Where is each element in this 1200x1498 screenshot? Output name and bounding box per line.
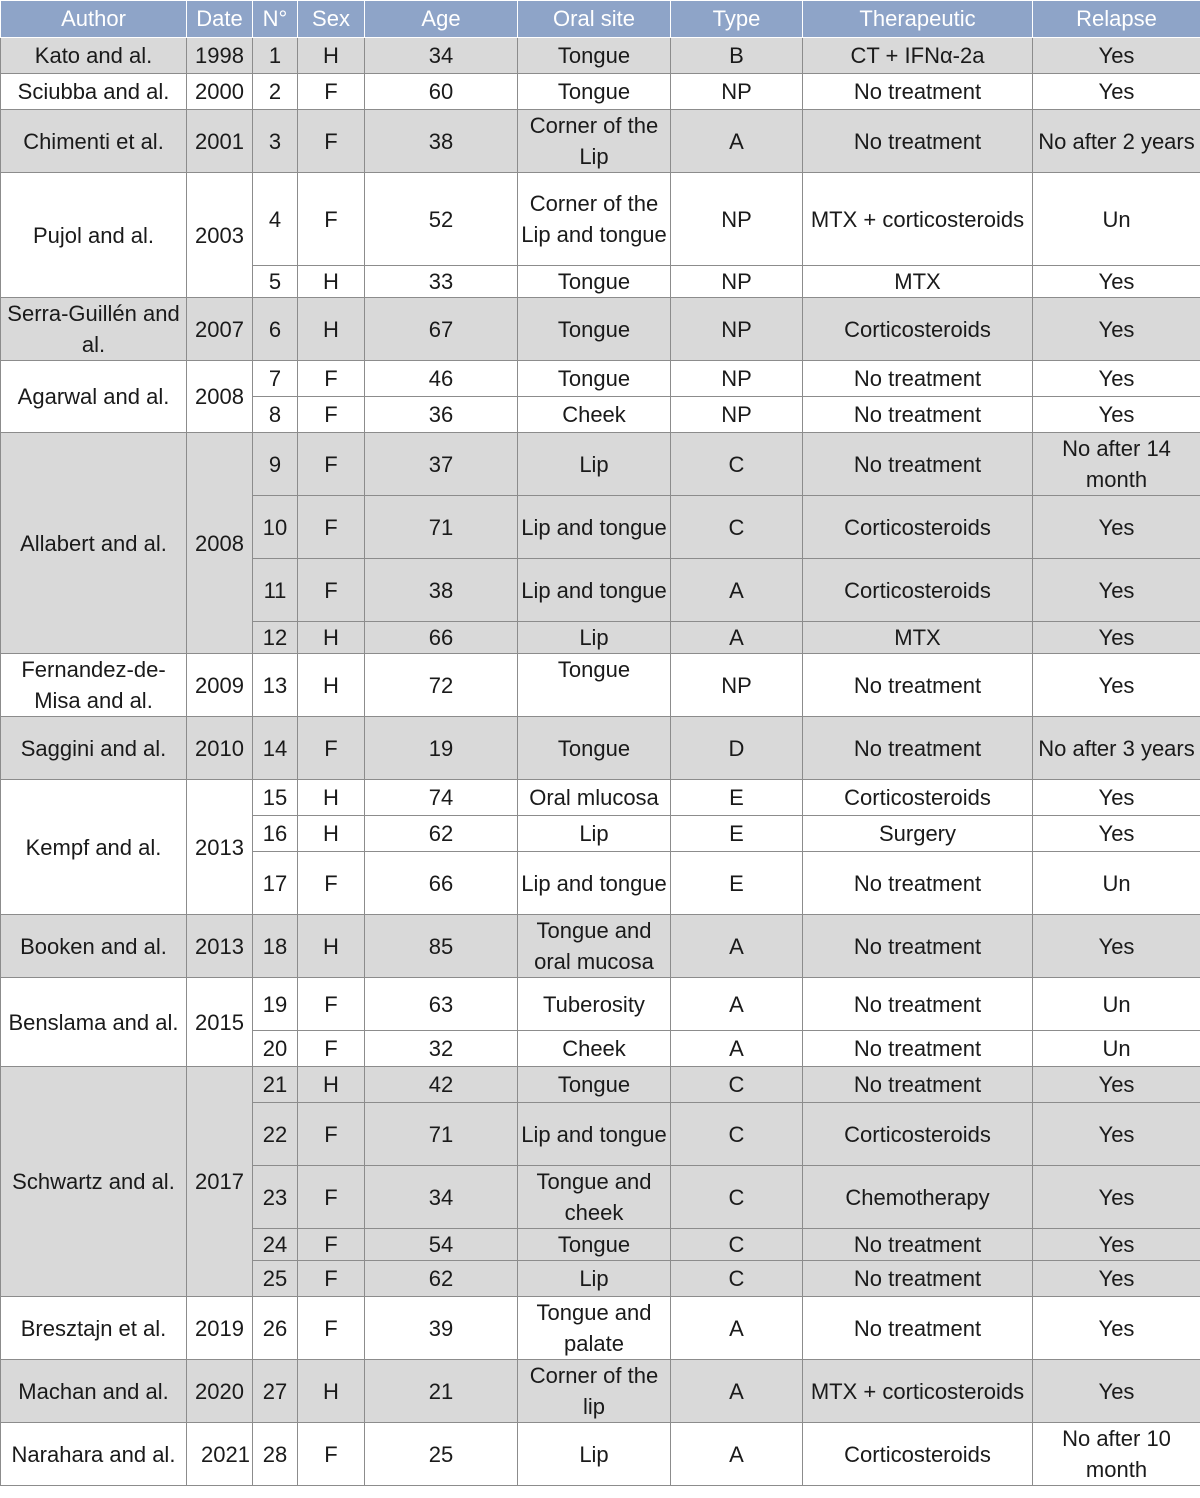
type-cell: C bbox=[671, 1067, 803, 1103]
age-cell: 19 bbox=[365, 717, 518, 780]
number-cell: 10 bbox=[253, 496, 298, 559]
type-cell: C bbox=[671, 1166, 803, 1229]
age-cell: 66 bbox=[365, 622, 518, 654]
author-cell: Chimenti et al. bbox=[1, 110, 187, 173]
therapeutic-cell: MTX bbox=[803, 266, 1033, 298]
author-cell: Agarwal and al. bbox=[1, 361, 187, 433]
relapse-cell: Un bbox=[1033, 852, 1200, 915]
age-cell: 36 bbox=[365, 397, 518, 433]
number-cell: 8 bbox=[253, 397, 298, 433]
type-cell: NP bbox=[671, 298, 803, 361]
age-cell: 67 bbox=[365, 298, 518, 361]
date-cell: 2000 bbox=[187, 74, 253, 110]
oral-site-cell: Lip bbox=[518, 433, 671, 496]
author-cell: Saggini and al. bbox=[1, 717, 187, 780]
relapse-cell: Yes bbox=[1033, 1103, 1200, 1166]
header-row bbox=[1, 1, 1200, 38]
author-cell: Schwartz and al. bbox=[1, 1067, 187, 1297]
table-row bbox=[1, 433, 1200, 496]
table-row bbox=[1, 361, 1200, 397]
type-cell: D bbox=[671, 717, 803, 780]
number-cell: 16 bbox=[253, 816, 298, 852]
number-cell: 20 bbox=[253, 1031, 298, 1067]
age-cell: 62 bbox=[365, 1261, 518, 1297]
oral-site-cell: Tongue bbox=[518, 266, 671, 298]
sex-cell: F bbox=[298, 852, 365, 915]
number-cell: 3 bbox=[253, 110, 298, 173]
number-cell: 18 bbox=[253, 915, 298, 978]
relapse-cell: No after 10 month bbox=[1033, 1423, 1200, 1486]
header-sex: Sex bbox=[298, 1, 365, 38]
date-cell: 2003 bbox=[187, 173, 253, 298]
author-cell: Bresztajn et al. bbox=[1, 1297, 187, 1360]
age-cell: 37 bbox=[365, 433, 518, 496]
sex-cell: F bbox=[298, 1031, 365, 1067]
table-row bbox=[1, 110, 1200, 173]
sex-cell: H bbox=[298, 780, 365, 816]
table-row bbox=[1, 1360, 1200, 1423]
relapse-cell: Yes bbox=[1033, 559, 1200, 622]
number-cell: 9 bbox=[253, 433, 298, 496]
table-row bbox=[1, 1423, 1200, 1486]
relapse-cell: Yes bbox=[1033, 1297, 1200, 1360]
table-row bbox=[1, 1297, 1200, 1360]
number-cell: 13 bbox=[253, 654, 298, 717]
number-cell: 21 bbox=[253, 1067, 298, 1103]
header-oral-site: Oral site bbox=[518, 1, 671, 38]
oral-site-cell: Corner of the lip bbox=[518, 1360, 671, 1423]
table-row bbox=[1, 717, 1200, 780]
sex-cell: F bbox=[298, 361, 365, 397]
sex-cell: H bbox=[298, 298, 365, 361]
type-cell: E bbox=[671, 780, 803, 816]
number-cell: 25 bbox=[253, 1261, 298, 1297]
age-cell: 39 bbox=[365, 1297, 518, 1360]
age-cell: 72 bbox=[365, 654, 518, 717]
type-cell: A bbox=[671, 915, 803, 978]
type-cell: C bbox=[671, 1229, 803, 1261]
header-type: Type bbox=[671, 1, 803, 38]
sex-cell: F bbox=[298, 74, 365, 110]
date-cell: 2008 bbox=[187, 361, 253, 433]
type-cell: C bbox=[671, 496, 803, 559]
sex-cell: F bbox=[298, 1103, 365, 1166]
relapse-cell: Yes bbox=[1033, 622, 1200, 654]
oral-site-cell: Lip bbox=[518, 816, 671, 852]
number-cell: 4 bbox=[253, 173, 298, 266]
therapeutic-cell: Corticosteroids bbox=[803, 1423, 1033, 1486]
age-cell: 34 bbox=[365, 1166, 518, 1229]
oral-site-cell: Tongue bbox=[518, 1229, 671, 1261]
age-cell: 52 bbox=[365, 173, 518, 266]
date-cell: 2015 bbox=[187, 978, 253, 1067]
author-cell: Booken and al. bbox=[1, 915, 187, 978]
oral-site-cell: Lip and tongue bbox=[518, 496, 671, 559]
age-cell: 32 bbox=[365, 1031, 518, 1067]
therapeutic-cell: Corticosteroids bbox=[803, 496, 1033, 559]
sex-cell: F bbox=[298, 978, 365, 1031]
relapse-cell: No after 3 years bbox=[1033, 717, 1200, 780]
age-cell: 34 bbox=[365, 38, 518, 74]
relapse-cell: Yes bbox=[1033, 780, 1200, 816]
table-row bbox=[1, 1067, 1200, 1103]
date-cell: 2010 bbox=[187, 717, 253, 780]
age-cell: 38 bbox=[365, 559, 518, 622]
oral-site-cell: Tongue bbox=[518, 74, 671, 110]
type-cell: NP bbox=[671, 266, 803, 298]
relapse-cell: Yes bbox=[1033, 1067, 1200, 1103]
header-age: Age bbox=[365, 1, 518, 38]
relapse-cell: Un bbox=[1033, 1031, 1200, 1067]
author-cell: Serra-Guillén and al. bbox=[1, 298, 187, 361]
age-cell: 25 bbox=[365, 1423, 518, 1486]
oral-site-cell: Lip and tongue bbox=[518, 852, 671, 915]
sex-cell: F bbox=[298, 397, 365, 433]
number-cell: 17 bbox=[253, 852, 298, 915]
sex-cell: H bbox=[298, 654, 365, 717]
relapse-cell: Yes bbox=[1033, 654, 1200, 717]
number-cell: 7 bbox=[253, 361, 298, 397]
oral-site-cell: Tongue bbox=[518, 38, 671, 74]
sex-cell: F bbox=[298, 496, 365, 559]
date-cell: 2021 bbox=[187, 1423, 253, 1486]
sex-cell: F bbox=[298, 1297, 365, 1360]
therapeutic-cell: MTX + corticosteroids bbox=[803, 1360, 1033, 1423]
type-cell: A bbox=[671, 1031, 803, 1067]
oral-site-cell: Tongue and cheek bbox=[518, 1166, 671, 1229]
sex-cell: F bbox=[298, 717, 365, 780]
number-cell: 5 bbox=[253, 266, 298, 298]
therapeutic-cell: No treatment bbox=[803, 1067, 1033, 1103]
author-cell: Machan and al. bbox=[1, 1360, 187, 1423]
relapse-cell: Yes bbox=[1033, 266, 1200, 298]
number-cell: 27 bbox=[253, 1360, 298, 1423]
date-cell: 2008 bbox=[187, 433, 253, 654]
sex-cell: H bbox=[298, 622, 365, 654]
type-cell: NP bbox=[671, 173, 803, 266]
number-cell: 24 bbox=[253, 1229, 298, 1261]
oral-site-cell: Tongue and oral mucosa bbox=[518, 915, 671, 978]
header-relapse: Relapse bbox=[1033, 1, 1200, 38]
therapeutic-cell: Corticosteroids bbox=[803, 298, 1033, 361]
author-cell: Pujol and al. bbox=[1, 173, 187, 298]
type-cell: C bbox=[671, 1261, 803, 1297]
type-cell: A bbox=[671, 1360, 803, 1423]
sex-cell: H bbox=[298, 816, 365, 852]
type-cell: E bbox=[671, 852, 803, 915]
date-cell: 2001 bbox=[187, 110, 253, 173]
relapse-cell: Yes bbox=[1033, 298, 1200, 361]
age-cell: 42 bbox=[365, 1067, 518, 1103]
sex-cell: F bbox=[298, 433, 365, 496]
table-row bbox=[1, 38, 1200, 74]
type-cell: NP bbox=[671, 397, 803, 433]
relapse-cell: Yes bbox=[1033, 1360, 1200, 1423]
table-row bbox=[1, 915, 1200, 978]
table-row bbox=[1, 74, 1200, 110]
age-cell: 62 bbox=[365, 816, 518, 852]
relapse-cell: Yes bbox=[1033, 816, 1200, 852]
sex-cell: F bbox=[298, 1229, 365, 1261]
relapse-cell: Yes bbox=[1033, 1229, 1200, 1261]
type-cell: A bbox=[671, 978, 803, 1031]
relapse-cell: Yes bbox=[1033, 397, 1200, 433]
number-cell: 19 bbox=[253, 978, 298, 1031]
oral-site-cell: Corner of the Lip and tongue bbox=[518, 173, 671, 266]
header-date: Date bbox=[187, 1, 253, 38]
therapeutic-cell: No treatment bbox=[803, 654, 1033, 717]
relapse-cell: Yes bbox=[1033, 361, 1200, 397]
therapeutic-cell: No treatment bbox=[803, 74, 1033, 110]
relapse-cell: Yes bbox=[1033, 38, 1200, 74]
therapeutic-cell: No treatment bbox=[803, 915, 1033, 978]
table-row bbox=[1, 978, 1200, 1031]
therapeutic-cell: MTX bbox=[803, 622, 1033, 654]
date-cell: 2020 bbox=[187, 1360, 253, 1423]
type-cell: A bbox=[671, 110, 803, 173]
therapeutic-cell: No treatment bbox=[803, 717, 1033, 780]
therapeutic-cell: No treatment bbox=[803, 852, 1033, 915]
sex-cell: F bbox=[298, 110, 365, 173]
relapse-cell: Un bbox=[1033, 173, 1200, 266]
table-row bbox=[1, 298, 1200, 361]
relapse-cell: Yes bbox=[1033, 1166, 1200, 1229]
age-cell: 60 bbox=[365, 74, 518, 110]
type-cell: A bbox=[671, 1423, 803, 1486]
relapse-cell: Yes bbox=[1033, 74, 1200, 110]
type-cell: NP bbox=[671, 74, 803, 110]
number-cell: 1 bbox=[253, 38, 298, 74]
therapeutic-cell: No treatment bbox=[803, 397, 1033, 433]
oral-site-cell: Cheek bbox=[518, 1031, 671, 1067]
header-author: Author bbox=[1, 1, 187, 38]
sex-cell: H bbox=[298, 915, 365, 978]
table-row bbox=[1, 780, 1200, 816]
oral-site-cell: Tongue bbox=[518, 717, 671, 780]
author-cell: Kempf and al. bbox=[1, 780, 187, 915]
relapse-cell: Yes bbox=[1033, 915, 1200, 978]
relapse-cell: Un bbox=[1033, 978, 1200, 1031]
therapeutic-cell: No treatment bbox=[803, 978, 1033, 1031]
type-cell: A bbox=[671, 559, 803, 622]
age-cell: 54 bbox=[365, 1229, 518, 1261]
oral-site-cell: Tongue bbox=[518, 361, 671, 397]
date-cell: 2009 bbox=[187, 654, 253, 717]
number-cell: 6 bbox=[253, 298, 298, 361]
oral-site-cell: Lip bbox=[518, 1261, 671, 1297]
author-cell: Kato and al. bbox=[1, 38, 187, 74]
date-cell: 2007 bbox=[187, 298, 253, 361]
age-cell: 63 bbox=[365, 978, 518, 1031]
date-cell: 2019 bbox=[187, 1297, 253, 1360]
number-cell: 15 bbox=[253, 780, 298, 816]
number-cell: 28 bbox=[253, 1423, 298, 1486]
type-cell: A bbox=[671, 622, 803, 654]
number-cell: 11 bbox=[253, 559, 298, 622]
number-cell: 22 bbox=[253, 1103, 298, 1166]
author-cell: Benslama and al. bbox=[1, 978, 187, 1067]
oral-site-cell: Tongue and palate bbox=[518, 1297, 671, 1360]
sex-cell: H bbox=[298, 1360, 365, 1423]
author-cell: Allabert and al. bbox=[1, 433, 187, 654]
therapeutic-cell: No treatment bbox=[803, 1261, 1033, 1297]
sex-cell: F bbox=[298, 559, 365, 622]
table-row bbox=[1, 654, 1200, 717]
therapeutic-cell: Chemotherapy bbox=[803, 1166, 1033, 1229]
header-number: N° bbox=[253, 1, 298, 38]
author-cell: Narahara and al. bbox=[1, 1423, 187, 1486]
number-cell: 23 bbox=[253, 1166, 298, 1229]
relapse-cell: No after 14 month bbox=[1033, 433, 1200, 496]
oral-site-cell: Oral mlucosa bbox=[518, 780, 671, 816]
type-cell: NP bbox=[671, 361, 803, 397]
therapeutic-cell: Corticosteroids bbox=[803, 559, 1033, 622]
date-cell: 2013 bbox=[187, 915, 253, 978]
age-cell: 46 bbox=[365, 361, 518, 397]
therapeutic-cell: No treatment bbox=[803, 1297, 1033, 1360]
age-cell: 21 bbox=[365, 1360, 518, 1423]
number-cell: 14 bbox=[253, 717, 298, 780]
type-cell: NP bbox=[671, 654, 803, 717]
therapeutic-cell: Corticosteroids bbox=[803, 1103, 1033, 1166]
author-cell: Sciubba and al. bbox=[1, 74, 187, 110]
type-cell: E bbox=[671, 816, 803, 852]
type-cell: C bbox=[671, 1103, 803, 1166]
relapse-cell: Yes bbox=[1033, 1261, 1200, 1297]
relapse-cell: No after 2 years bbox=[1033, 110, 1200, 173]
age-cell: 71 bbox=[365, 1103, 518, 1166]
sex-cell: F bbox=[298, 1261, 365, 1297]
sex-cell: F bbox=[298, 1166, 365, 1229]
oral-site-cell: Lip bbox=[518, 622, 671, 654]
therapeutic-cell: Corticosteroids bbox=[803, 780, 1033, 816]
oral-site-cell: Tongue bbox=[518, 1067, 671, 1103]
age-cell: 74 bbox=[365, 780, 518, 816]
sex-cell: F bbox=[298, 1423, 365, 1486]
therapeutic-cell: No treatment bbox=[803, 1031, 1033, 1067]
sex-cell: H bbox=[298, 38, 365, 74]
sex-cell: F bbox=[298, 173, 365, 266]
age-cell: 33 bbox=[365, 266, 518, 298]
therapeutic-cell: No treatment bbox=[803, 361, 1033, 397]
therapeutic-cell: MTX + corticosteroids bbox=[803, 173, 1033, 266]
number-cell: 26 bbox=[253, 1297, 298, 1360]
oral-site-cell: Lip bbox=[518, 1423, 671, 1486]
author-cell: Fernandez-de-Misa and al. bbox=[1, 654, 187, 717]
oral-site-cell: Lip and tongue bbox=[518, 1103, 671, 1166]
type-cell: C bbox=[671, 433, 803, 496]
number-cell: 2 bbox=[253, 74, 298, 110]
oral-site-cell: Corner of the Lip bbox=[518, 110, 671, 173]
age-cell: 66 bbox=[365, 852, 518, 915]
oral-site-cell: Lip and tongue bbox=[518, 559, 671, 622]
date-cell: 2017 bbox=[187, 1067, 253, 1297]
age-cell: 71 bbox=[365, 496, 518, 559]
header-therapeutic: Therapeutic bbox=[803, 1, 1033, 38]
therapeutic-cell: No treatment bbox=[803, 1229, 1033, 1261]
sex-cell: H bbox=[298, 1067, 365, 1103]
oral-site-cell: Tongue bbox=[518, 654, 671, 717]
type-cell: A bbox=[671, 1297, 803, 1360]
oral-site-cell: Tuberosity bbox=[518, 978, 671, 1031]
age-cell: 38 bbox=[365, 110, 518, 173]
table-row bbox=[1, 173, 1200, 266]
therapeutic-cell: Surgery bbox=[803, 816, 1033, 852]
therapeutic-cell: No treatment bbox=[803, 110, 1033, 173]
number-cell: 12 bbox=[253, 622, 298, 654]
date-cell: 1998 bbox=[187, 38, 253, 74]
therapeutic-cell: No treatment bbox=[803, 433, 1033, 496]
therapeutic-cell: CT + IFNα-2a bbox=[803, 38, 1033, 74]
type-cell: B bbox=[671, 38, 803, 74]
sex-cell: H bbox=[298, 266, 365, 298]
age-cell: 85 bbox=[365, 915, 518, 978]
relapse-cell: Yes bbox=[1033, 496, 1200, 559]
date-cell: 2013 bbox=[187, 780, 253, 915]
oral-site-cell: Cheek bbox=[518, 397, 671, 433]
oral-site-cell: Tongue bbox=[518, 298, 671, 361]
